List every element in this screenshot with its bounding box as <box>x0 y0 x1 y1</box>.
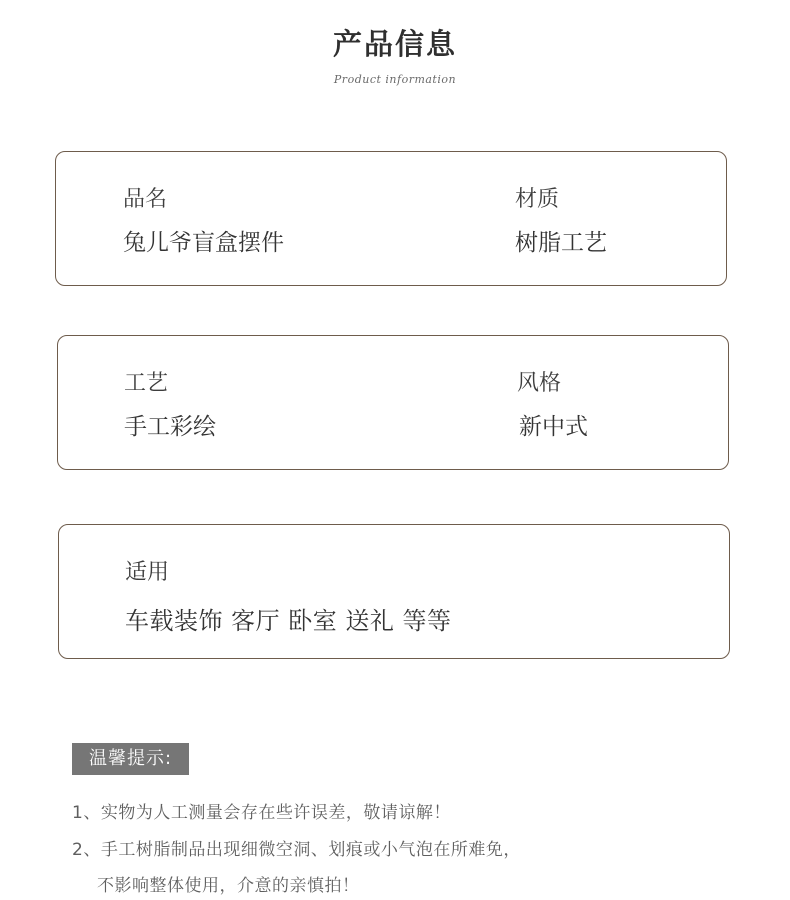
tip-line-3: 不影响整体使用，介意的亲慎拍！ <box>97 876 360 896</box>
tip-line-1: 1、实物为人工测量会存在些许误差，敬请谅解！ <box>72 803 451 823</box>
info-card-usage <box>58 524 730 659</box>
page-subtitle: Product information <box>333 73 457 86</box>
tips-badge: 温馨提示: <box>72 743 189 775</box>
page-title: 产品信息 <box>332 27 457 61</box>
style-value: 新中式 <box>519 414 588 440</box>
info-card-name-material <box>55 151 727 286</box>
usage-value: 车载装饰 客厅 卧室 送礼 等等 <box>125 607 452 635</box>
usage-label: 适用 <box>125 560 170 585</box>
info-card-craft-style <box>57 335 729 470</box>
tip-line-2: 2、手工树脂制品出现细微空洞、划痕或小气泡在所难免， <box>72 840 521 860</box>
craft-label: 工艺 <box>124 371 169 396</box>
material-value: 树脂工艺 <box>515 230 607 256</box>
product-name-value: 兔儿爷盲盒摆件 <box>123 230 284 256</box>
product-name-label: 品名 <box>123 187 168 212</box>
style-label: 风格 <box>517 371 562 396</box>
material-label: 材质 <box>515 187 560 212</box>
craft-value: 手工彩绘 <box>124 414 216 440</box>
